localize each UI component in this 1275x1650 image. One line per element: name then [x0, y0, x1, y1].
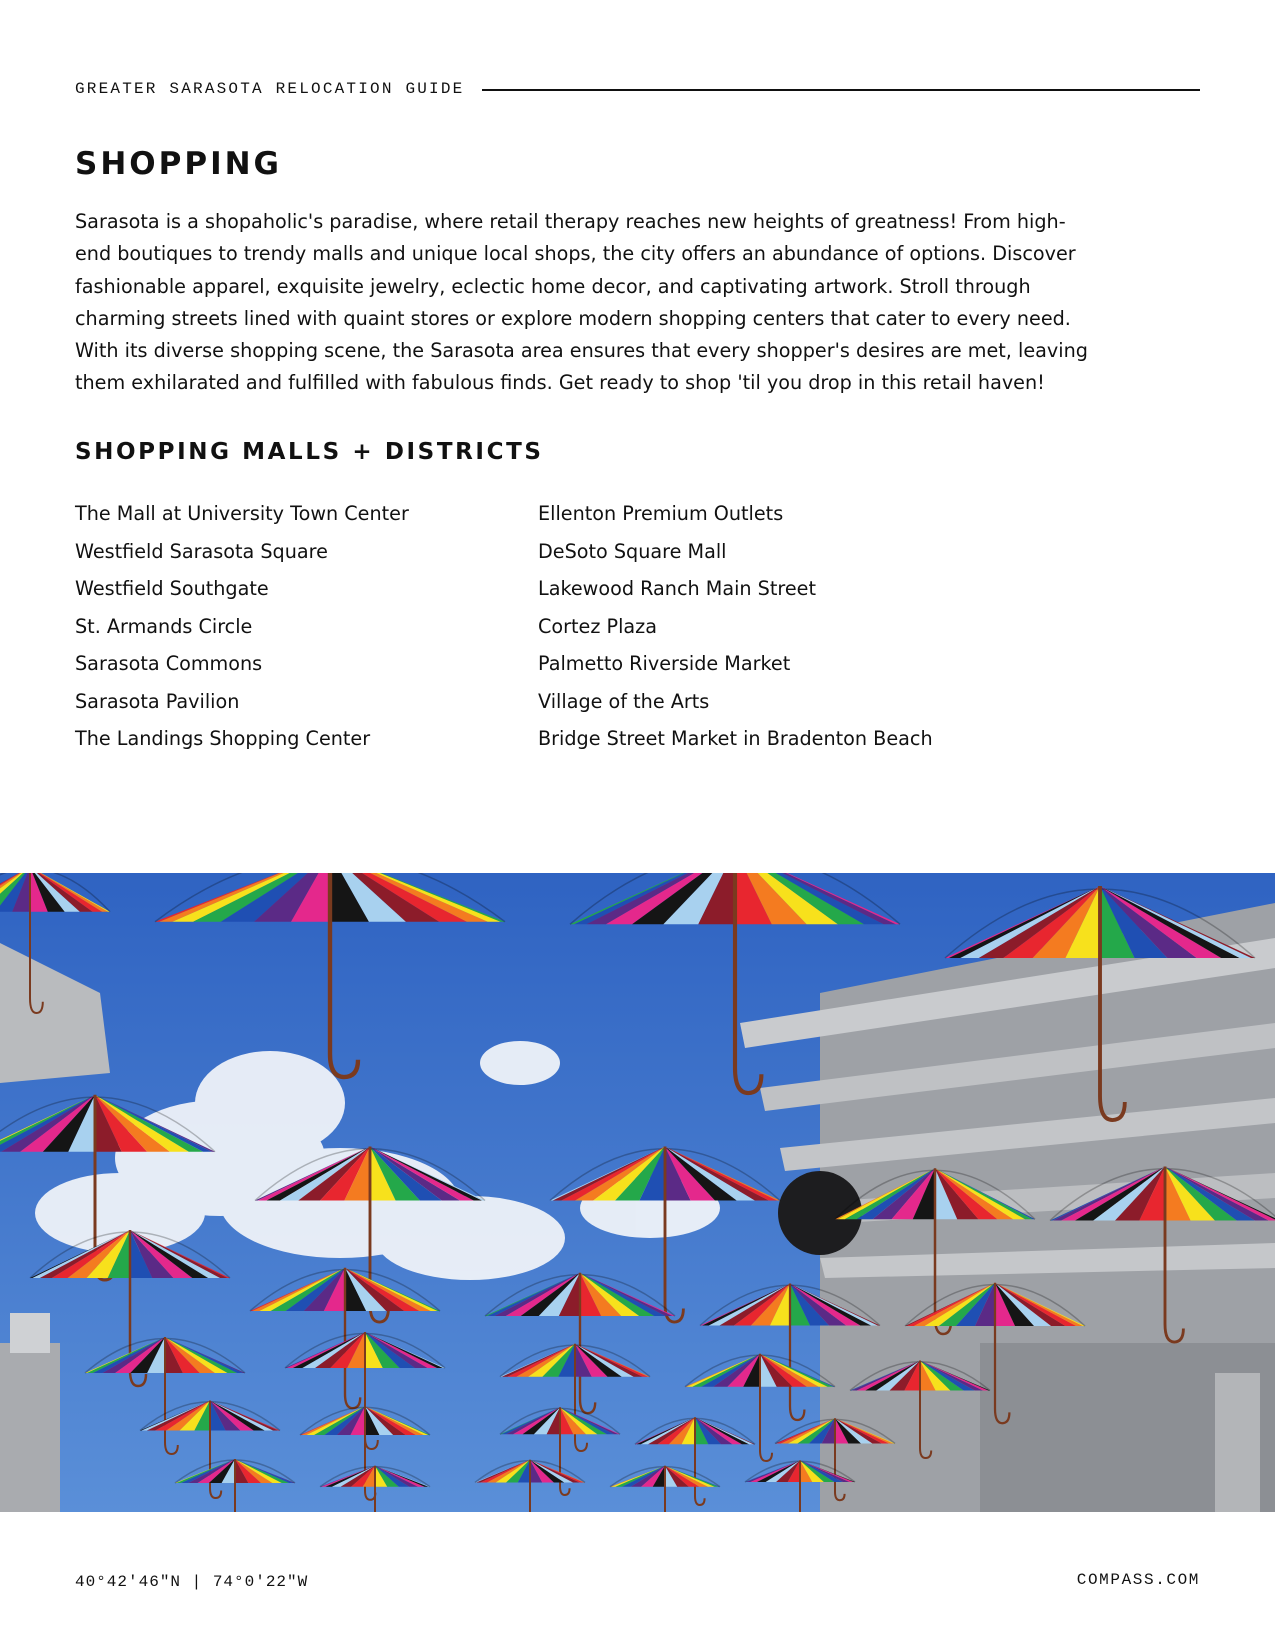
- list-item: Village of the Arts: [538, 689, 710, 713]
- list-item: Westfield Sarasota Square: [75, 539, 328, 563]
- list-item: Ellenton Premium Outlets: [538, 502, 784, 525]
- list-item: The Mall at University Town Center: [75, 502, 409, 525]
- list-item: DeSoto Square Mall: [538, 539, 727, 563]
- footer-coordinates: 40°42′46″N | 74°0′22″W: [75, 1573, 309, 1591]
- list-item: Bridge Street Market in Bradenton Beach: [538, 727, 933, 750]
- list-item: Cortez Plaza: [538, 614, 658, 638]
- umbrella-sky-photo: [0, 873, 1275, 1512]
- list-item: Sarasota Pavilion: [75, 689, 240, 713]
- list-item: Palmetto Riverside Market: [538, 652, 791, 675]
- intro-paragraph: Sarasota is a shopaholic's paradise, where retail therapy reaches new heights of greatness! From high-end boutiques to trendy malls and unique local shops, the city offers an abundance of options. Discover fashionable apparel, exquisite jewelry, eclectic home decor, and captivating artwork. Stroll through charming streets lined with quaint stores or explore modern shopping centers that cater to every need. With its diverse shopping scene, the Sarasota area ensures that every shopper's desires are met, leaving them exhilarated and fulfilled with fabulous finds. Get ready to shop 'til you drop in this retail haven!: [75, 210, 1088, 395]
- page-title: SHOPPING: [75, 146, 282, 182]
- list-item: Westfield Southgate: [75, 577, 269, 600]
- list-item: St. Armands Circle: [75, 614, 253, 638]
- guide-title: GREATER SARASOTA RELOCATION GUIDE: [75, 80, 465, 98]
- malls-list-right: [538, 500, 933, 763]
- list-item: The Landings Shopping Center: [75, 727, 371, 750]
- malls-list-left: [75, 500, 409, 763]
- footer-website-link[interactable]: COMPASS.COM: [1076, 1571, 1200, 1589]
- header-rule: [482, 89, 1200, 91]
- list-item: Lakewood Ranch Main Street: [538, 577, 816, 600]
- list-item: Sarasota Commons: [75, 652, 263, 675]
- section-heading-malls: SHOPPING MALLS + DISTRICTS: [75, 439, 544, 465]
